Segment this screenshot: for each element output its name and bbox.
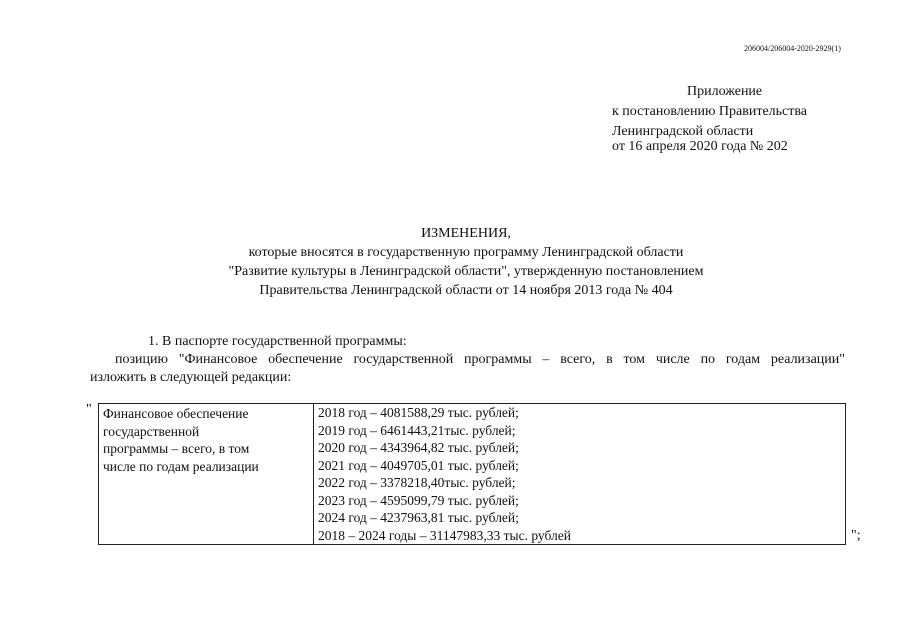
appendix-date: от 16 апреля 2020 года № 202 (612, 139, 788, 154)
title-line-2: "Развитие культуры в Ленинградской области", утвержденную постановлением (228, 264, 704, 279)
title-line-3: Правительства Ленинградской области от 14 ноября 2013 года № 404 (259, 283, 673, 298)
financing-table (98, 403, 846, 545)
appendix-region-line: Ленинградской области (612, 124, 754, 139)
value-line-2024: 2024 год – 4237963,81 тыс. рублей; (318, 510, 519, 525)
label-line: государственной (103, 423, 200, 439)
value-line-2018: 2018 год – 4081588,29 тыс. рублей; (318, 405, 519, 420)
quote-open: " (86, 402, 92, 417)
title-line-1: которые вносятся в государственную программу Ленинградской области (248, 245, 684, 260)
quote-close: "; (851, 528, 861, 543)
appendix-ref-line: к постановлению Правительства (612, 104, 808, 119)
paragraph-2: позицию "Финансовое обеспечение государственной программы – всего, в том числе по годам реализации" (115, 352, 845, 367)
document-title (0, 224, 905, 300)
value-line-total: 2018 – 2024 годы – 31147983,33 тыс. рублей (318, 527, 571, 543)
label-line: Финансовое обеспечение (103, 406, 249, 421)
appendix-label: Приложение (687, 84, 763, 99)
appendix-header (612, 82, 807, 142)
label-line: программы – всего, в том (103, 441, 250, 456)
title-heading: ИЗМЕНЕНИЯ, (421, 226, 511, 241)
value-line-2019: 2019 год – 6461443,21тыс. рублей; (318, 422, 516, 438)
value-line-2023: 2023 год – 4595099,79 тыс. рублей; (318, 492, 519, 508)
document-id: 206004/206004-2020-2929(1) (744, 44, 841, 53)
table-row (99, 404, 846, 545)
value-line-2021: 2021 год – 4049705,01 тыс. рублей; (318, 457, 519, 473)
value-line-2020: 2020 год – 4343964,82 тыс. рублей; (318, 440, 519, 455)
paragraph-3: изложить в следующей редакции: (90, 370, 292, 385)
label-line: числе по годам реализации (103, 458, 259, 474)
table-values-cell (314, 404, 846, 545)
table-label-cell (99, 404, 314, 545)
paragraph-1: 1. В паспорте государственной программы: (148, 334, 407, 349)
value-line-2022: 2022 год – 3378218,40тыс. рублей; (318, 475, 516, 490)
